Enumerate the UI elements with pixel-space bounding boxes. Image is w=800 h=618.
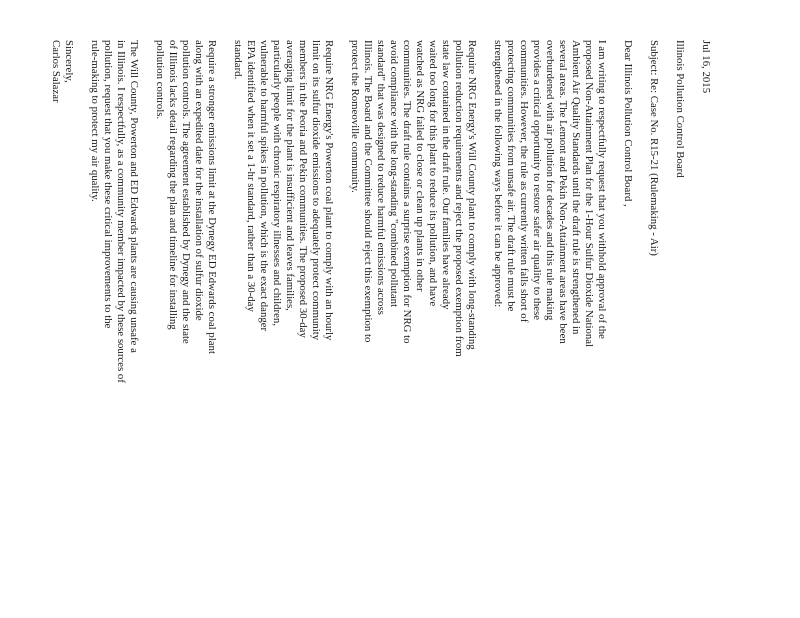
text-line: averaging limit for the plant is insufficient and leaves families, (284, 40, 296, 311)
text-line: several areas. The Lemont and Pekin Non-Attainment areas have been (557, 40, 569, 344)
text-line: avoid compliance with the long-standing "combined pollutant (388, 40, 400, 308)
text-line: EPA identified when it set a 1-hr standard, rather than a 30-day (245, 40, 257, 312)
text-line: overburdened with air pollution for decades and this rule making (544, 40, 556, 321)
letter-signature: Carlos Salazar (50, 40, 62, 103)
letter-date: Jul 16, 2015 (700, 40, 712, 94)
text-line: Require NRG Energy's Powerton coal plant to comply with an hourly (323, 40, 335, 341)
text-line: protecting communities from unsafe air. The draft rule must be (505, 40, 517, 312)
paragraph-conclusion (88, 40, 140, 600)
text-line: particularly people with chronic respiratory illnesses and children, (271, 40, 283, 327)
text-line: provides a critical opportunity to restore safer air quality to these (531, 40, 543, 321)
text-line: waited too long for this plant to reduce its pollution, and have (427, 40, 439, 307)
text-line: strengthened in the following ways before it can be approved: (492, 40, 504, 308)
text-line: limit on its sulfur dioxide emissions to adequately protect community (310, 40, 322, 341)
text-line: Ambient Air Quality Standards until the draft rule is strengthened in (570, 40, 582, 335)
text-line: watched as NRG failed to close or clean up plants in other (414, 40, 426, 292)
text-line: rule-making to protect my air quality. (89, 40, 101, 202)
text-line: proposed Non-Attainment Plan for the 1-Hour Sulfur Dioxide National (583, 40, 595, 348)
text-line: I am writing to respectfully request that you withhold approval of the (596, 40, 608, 339)
letter-recipient: Illinois Pollution Control Board (674, 40, 686, 178)
text-line: pollution controls. (154, 40, 166, 120)
text-line: in Illinois. I respectfully, as a community member impacted by these sources of (115, 40, 127, 383)
text-line: pollution controls. The agreement established by Dynegy and the state (180, 40, 192, 344)
letter-salutation: Dear Illinois Pollution Control Board , (622, 40, 634, 207)
text-line: state law contained in the draft rule. Our families have already (440, 40, 452, 310)
text-line: pollution, request that you make these critical improvements to the (102, 40, 114, 329)
text-line: Illinois. The Board and the Committee should reject this exemption to (362, 40, 374, 343)
text-line: pollution reduction requirements and reject the proposed exemption from (453, 40, 465, 357)
text-line: communities. However, the rule as currently written falls short of (518, 40, 530, 323)
text-line: The Will County, Powerton and ED Edwards plants are causing unsafe a (128, 40, 140, 353)
paragraph-will-county (348, 40, 478, 600)
text-line: protect the Romeoville community. (349, 40, 361, 193)
letter-subject: Subject: Re: Case No. R15-21 (Rulemaking - Air) (648, 40, 660, 256)
text-line: communities. The draft rule contains a surprise exemption for NRG to (401, 40, 413, 344)
text-line: along with an expedited date for the installation of sulfur dioxide (193, 40, 205, 321)
text-line: standard" that was designed to reduce harmful emissions across (375, 40, 387, 315)
paragraph-ed-edwards (153, 40, 218, 600)
text-line: Require NRG Energy's Will County plant to comply with long-standing (466, 40, 478, 350)
letter-closing: Sincerely, (63, 40, 75, 83)
text-line: of Illinois lacks detail regarding the plan and timeline for installing (167, 40, 179, 330)
text-line: vulnerable to harmful spikes in pollution, which is the exact danger (258, 40, 270, 332)
text-line: members in the Peoria and Pekin communities. The proposed 30-day (297, 40, 309, 338)
letter-body (49, 40, 712, 600)
text-line: standard. (232, 40, 244, 80)
text-line: Require a stronger emissions limit at the Dynegy ED Edwards coal plant (206, 40, 218, 354)
paragraph-powerton (231, 40, 335, 600)
paragraph-intro (491, 40, 608, 600)
